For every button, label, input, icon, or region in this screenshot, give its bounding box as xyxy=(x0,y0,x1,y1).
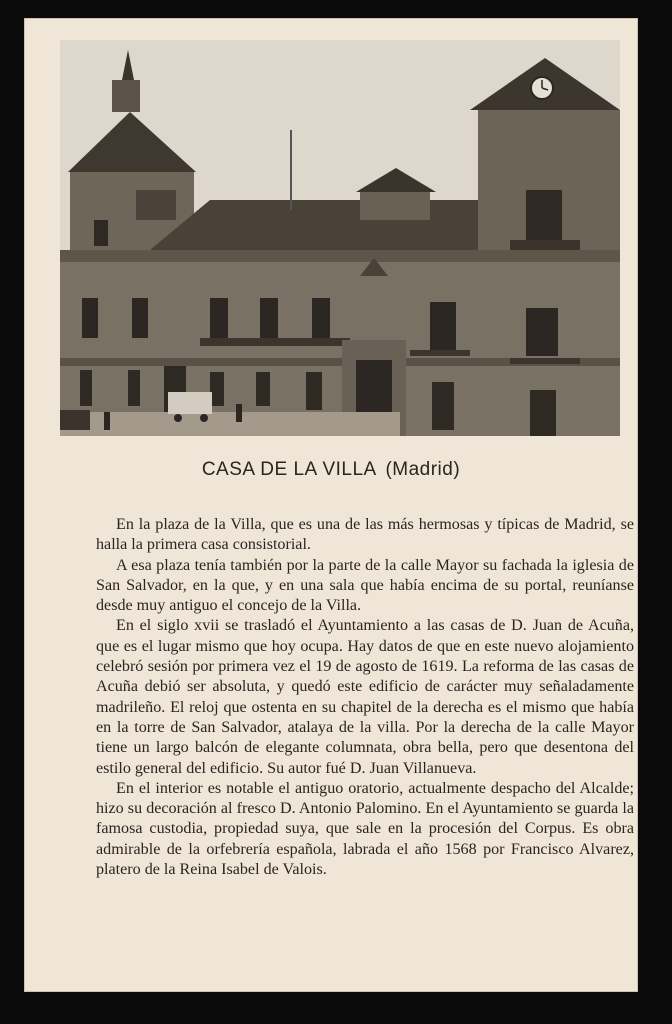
title-text: CASA DE LA VILLA xyxy=(201,459,376,480)
building-illustration xyxy=(60,40,620,436)
paragraph-3: En el siglo xvii se trasladó el Ayuntamiento a las casas de D. Juan de Acuña, que es el lugar mismo que hoy ocupa. Hay datos de que en este nuevo alojamiento celebró sesión por primera vez el 19 de agosto de 1619. La reforma de las casas de Acuña debió ser absoluta, y quedó este edificio de carácter muy señaladamente madrileño. El reloj que ostenta en su chapitel de la derecha es el mismo que había en la torre de San Salvador, atalaya de la villa. Por la derecha de la calle Mayor tiene un largo balcón de elegante columnata, obra bella, pero que desentona del estilo general del edificio. Su autor fué D. Juan Villanueva. xyxy=(96,617,634,777)
paragraph-2: A esa plaza tenía también por la parte de la calle Mayor su fachada la iglesia de San Salvador, en la que, y en una sala que había encima de su portal, reuníanse desde muy antiguo el concejo de la Villa. xyxy=(96,556,634,615)
caption-title xyxy=(24,459,638,481)
building-photo xyxy=(60,40,620,436)
paragraph-1: En la plaza de la Villa, que es una de las más hermosas y típicas de Madrid, se halla la primera casa consistorial. xyxy=(96,516,634,554)
paragraph-4: En el interior es notable el antiguo oratorio, actualmente despacho del Alcalde; hizo su decoración al fresco D. Antonio Palomino. En el Ayuntamiento se guarda la famosa custodia, propiedad suya, que sale en la procesión del Corpus. Es obra admirable de la orfebrería española, labrada el año 1568 por Francisco Alvarez, platero de la Reina Isabel de Valois. xyxy=(96,779,634,879)
description-text xyxy=(96,515,634,880)
postcard xyxy=(24,18,638,992)
subtitle-text: (Madrid) xyxy=(385,459,461,480)
